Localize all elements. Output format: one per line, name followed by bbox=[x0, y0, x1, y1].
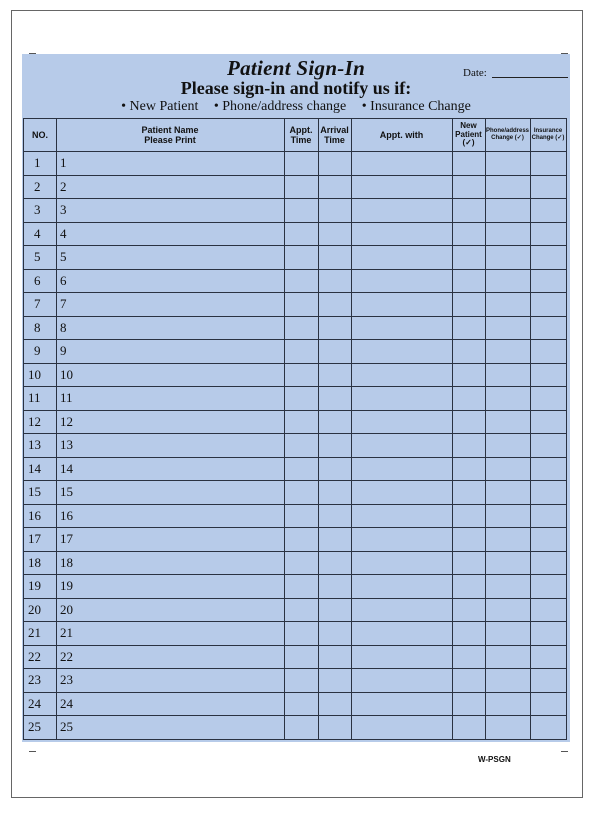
table-row[interactable] bbox=[24, 433, 566, 457]
row-number: 16 bbox=[28, 507, 41, 523]
row-number: 17 bbox=[28, 531, 41, 546]
name-line-number: 22 bbox=[60, 648, 73, 664]
crop-mark bbox=[561, 751, 568, 752]
table-row[interactable] bbox=[24, 269, 566, 293]
table-row[interactable] bbox=[24, 198, 566, 222]
header-no: NO. bbox=[31, 129, 48, 140]
header-appt-time: Appt. Time bbox=[289, 124, 313, 145]
header-appt-with: Appt. with bbox=[379, 129, 424, 140]
table-row[interactable] bbox=[24, 175, 566, 199]
notify-list bbox=[22, 99, 570, 115]
name-line-number: 2 bbox=[60, 178, 67, 194]
name-line-number: 25 bbox=[60, 719, 73, 734]
table-row[interactable] bbox=[24, 504, 566, 528]
crop-mark bbox=[29, 751, 36, 752]
notify-item-phone-address: • Phone/address change bbox=[213, 99, 347, 114]
table-row[interactable] bbox=[24, 292, 566, 316]
name-line-number: 24 bbox=[60, 695, 73, 711]
table-row[interactable] bbox=[24, 645, 566, 669]
row-number: 9 bbox=[34, 343, 41, 358]
name-line-number: 4 bbox=[60, 225, 67, 241]
row-number: 8 bbox=[34, 319, 41, 335]
row-number: 5 bbox=[34, 249, 41, 264]
table-row[interactable] bbox=[24, 339, 566, 363]
name-line-number: 12 bbox=[60, 413, 73, 429]
table-row[interactable] bbox=[24, 316, 566, 340]
row-number: 12 bbox=[28, 413, 41, 429]
table-row[interactable] bbox=[24, 551, 566, 575]
row-number: 2 bbox=[34, 178, 41, 194]
name-line-number: 19 bbox=[60, 578, 73, 593]
row-number: 15 bbox=[28, 484, 41, 499]
name-line-number: 14 bbox=[60, 460, 73, 476]
notify-item-insurance: • Insurance Change bbox=[361, 99, 471, 114]
row-number: 19 bbox=[28, 578, 41, 593]
notify-item-new-patient: • New Patient bbox=[121, 99, 199, 114]
header-new-patient: New Patient (✓) bbox=[455, 121, 482, 148]
row-number: 6 bbox=[34, 272, 41, 288]
table-row[interactable] bbox=[24, 598, 566, 622]
row-number: 3 bbox=[34, 202, 41, 217]
row-number: 13 bbox=[28, 437, 41, 452]
name-line-number: 9 bbox=[60, 343, 67, 358]
name-line-number: 6 bbox=[60, 272, 67, 288]
name-line-number: 16 bbox=[60, 507, 73, 523]
row-number: 22 bbox=[28, 648, 41, 664]
name-line-number: 8 bbox=[60, 319, 67, 335]
name-line-number: 17 bbox=[60, 531, 73, 546]
row-number: 4 bbox=[34, 225, 41, 241]
name-line-number: 10 bbox=[60, 366, 73, 382]
row-number: 7 bbox=[34, 296, 41, 311]
form-title: Patient Sign-In bbox=[226, 56, 366, 80]
row-number: 10 bbox=[28, 366, 41, 382]
row-number: 20 bbox=[28, 601, 41, 617]
row-number: 11 bbox=[28, 390, 41, 405]
row-number: 14 bbox=[28, 460, 41, 476]
header-arrival-time: Arrival Time bbox=[320, 124, 349, 145]
row-number: 23 bbox=[28, 672, 41, 687]
name-line-number: 5 bbox=[60, 249, 67, 264]
row-number: 21 bbox=[28, 625, 41, 640]
table-row[interactable] bbox=[24, 222, 566, 246]
name-line-number: 1 bbox=[60, 155, 67, 170]
name-line-number: 18 bbox=[60, 554, 73, 570]
table-row[interactable] bbox=[24, 410, 566, 434]
name-line-number: 11 bbox=[60, 390, 73, 405]
table-row[interactable] bbox=[24, 527, 566, 551]
row-number: 25 bbox=[28, 719, 41, 734]
table-row[interactable] bbox=[24, 668, 566, 692]
table-row[interactable] bbox=[24, 480, 566, 504]
header-insurance-change: Insurance Change (✓) bbox=[531, 128, 565, 141]
name-line-number: 20 bbox=[60, 601, 73, 617]
name-line-number: 15 bbox=[60, 484, 73, 499]
table-row[interactable] bbox=[24, 692, 566, 716]
header-patient-name: Patient Name Please Print bbox=[141, 124, 199, 145]
table-row[interactable] bbox=[24, 621, 566, 645]
table-row[interactable] bbox=[24, 151, 566, 175]
row-number: 24 bbox=[28, 695, 41, 711]
header-phone-address-change: Phone/address Change (✓) bbox=[485, 128, 529, 141]
name-line-number: 21 bbox=[60, 625, 73, 640]
form-code: W-PSGN bbox=[478, 755, 511, 764]
table-row[interactable] bbox=[24, 715, 566, 739]
name-line-number: 7 bbox=[60, 296, 67, 311]
table-row[interactable] bbox=[24, 363, 566, 387]
form-subtitle: Please sign-in and notify us if: bbox=[180, 78, 412, 98]
name-line-number: 3 bbox=[60, 202, 67, 217]
sign-in-table bbox=[23, 118, 567, 740]
date-label: Date: bbox=[463, 67, 487, 79]
table-row[interactable] bbox=[24, 574, 566, 598]
table-row[interactable] bbox=[24, 386, 566, 410]
name-line-number: 23 bbox=[60, 672, 73, 687]
row-number: 1 bbox=[34, 155, 41, 170]
table-row[interactable] bbox=[24, 245, 566, 269]
name-line-number: 13 bbox=[60, 437, 73, 452]
table-row[interactable] bbox=[24, 457, 566, 481]
row-number: 18 bbox=[28, 554, 41, 570]
